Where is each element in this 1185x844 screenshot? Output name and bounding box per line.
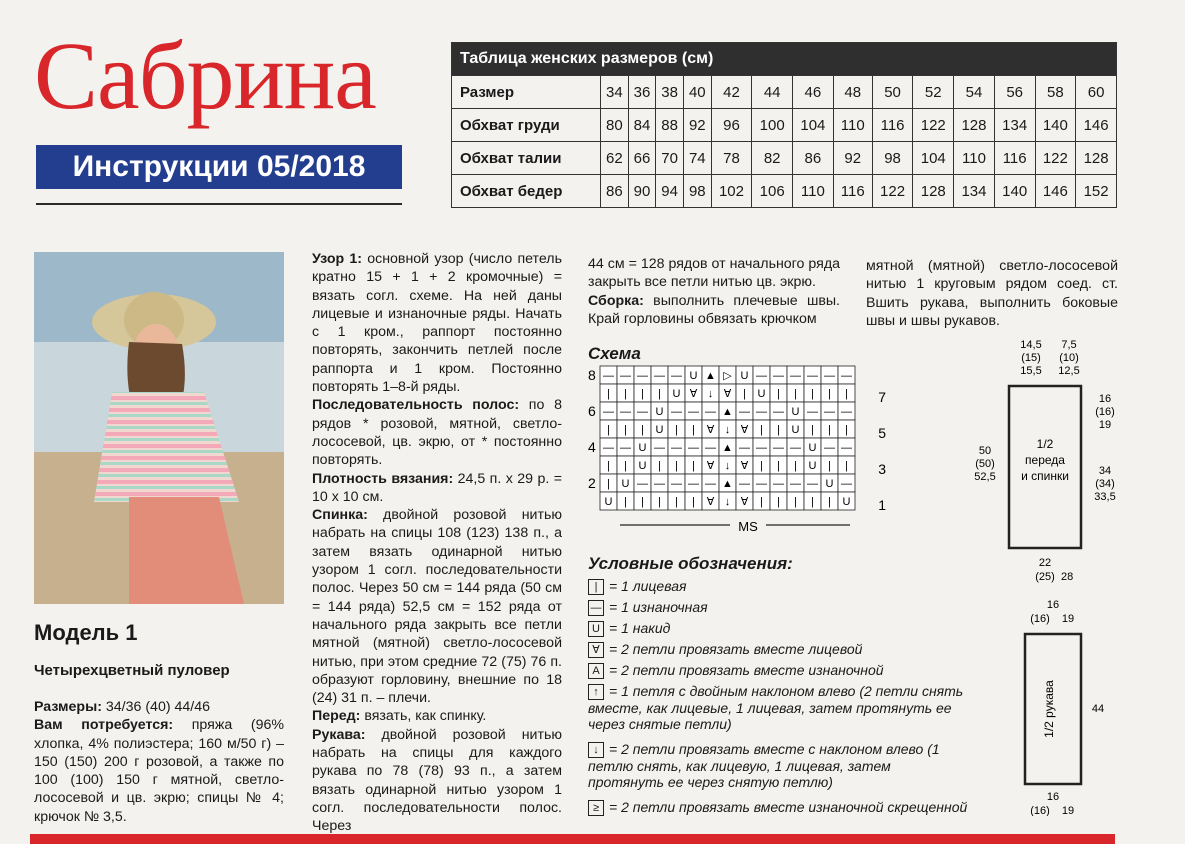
size-table-cell: 110 <box>833 109 872 142</box>
chart-symbol: — <box>620 442 631 454</box>
size-table-cell: 46 <box>793 76 834 109</box>
body-top-a2: (15) <box>1021 352 1041 364</box>
legend-symbol: ↓ <box>588 742 604 758</box>
front-text: вязать, как спинку. <box>360 708 487 725</box>
chart-row-8: 8 <box>588 367 596 383</box>
sleeves-cont-text: 44 см = 128 рядов от начального ряда закрыть все петли нитью цв. экрю. <box>588 256 840 291</box>
chart-symbol: ∀ <box>706 496 715 508</box>
size-table-cell: 78 <box>711 142 752 175</box>
brand-logo: Сабрина <box>34 22 376 129</box>
chart-symbol: | <box>607 388 610 400</box>
legend-symbol: ∀ <box>588 642 604 658</box>
legend-item <box>588 662 968 679</box>
size-table-cell: 86 <box>601 175 629 208</box>
chart-symbol: — <box>756 406 767 418</box>
legend-symbol: ↑ <box>588 684 604 700</box>
body-schematic <box>965 336 1125 586</box>
body-bottom-a: 22 <box>1038 557 1052 569</box>
size-table-row-label: Обхват груди <box>452 109 601 142</box>
body-bottom-a3: 28 <box>1061 571 1074 583</box>
chart-symbol: | <box>675 496 678 508</box>
size-table-cell: 116 <box>872 109 913 142</box>
chart-symbol: | <box>777 424 780 436</box>
chart-symbol: | <box>811 388 814 400</box>
chart-symbol: — <box>671 406 682 418</box>
sleeves-text: двойной розовой нитью набрать на спицы для каждого рукава по 78 (78) 93 п., а затем вязать одинарной нитью узором 1 согл. последовательности полос. Через <box>312 726 562 835</box>
chart-symbol: | <box>624 388 627 400</box>
chart-symbol: | <box>811 496 814 508</box>
model-title: Модель 1 <box>34 620 138 645</box>
pattern-label: Узор 1: <box>312 251 362 267</box>
size-table-cell: 110 <box>793 175 834 208</box>
chart-symbol: ↓ <box>724 496 731 508</box>
chart-symbol: | <box>760 424 763 436</box>
chart-symbol: ∀ <box>706 460 715 472</box>
chart-symbol: | <box>641 424 644 436</box>
chart-symbol: — <box>637 478 648 490</box>
chart-row-2: 2 <box>588 475 596 491</box>
size-table-cell: 128 <box>1076 142 1117 175</box>
chart-symbol: | <box>607 424 610 436</box>
size-table-cell: 62 <box>601 142 629 175</box>
size-table-cell: 152 <box>1076 175 1117 208</box>
chart-symbol: U <box>689 370 698 382</box>
chart-symbol: | <box>794 460 797 472</box>
legend-item <box>588 620 968 637</box>
size-table-cell: 90 <box>628 175 656 208</box>
chart-symbol: — <box>773 370 784 382</box>
chart-row-4: 4 <box>588 439 596 455</box>
chart-symbol: | <box>828 388 831 400</box>
chart-symbol: — <box>756 478 767 490</box>
chart-symbol: — <box>841 442 852 454</box>
chart-symbol: | <box>811 424 814 436</box>
size-table-row <box>452 142 1117 175</box>
size-table-cell: 50 <box>872 76 913 109</box>
chart-symbol: ▷ <box>723 370 732 382</box>
chart-symbol: | <box>624 460 627 472</box>
chart-symbol: | <box>624 496 627 508</box>
chart-symbol: | <box>692 460 695 472</box>
chart-symbol: — <box>841 478 852 490</box>
legend-item <box>588 599 968 616</box>
size-table-cell: 34 <box>601 76 629 109</box>
chart-symbol: | <box>692 424 695 436</box>
chart-symbol: ↓ <box>724 424 731 436</box>
chart-symbol: U <box>825 478 834 490</box>
sizes-label: Размеры: <box>34 699 102 715</box>
legend-text: = 1 петля с двойным наклоном влево (2 петли снять вместе, как лицевые, 1 лицевая, затем протянуть ее через снятые петли) <box>588 683 964 733</box>
size-table-cell: 134 <box>954 175 995 208</box>
column-1 <box>34 698 284 826</box>
chart-symbol: — <box>705 442 716 454</box>
assembly-cont-text: мятной (мятной) светло-лососевой нитью 1 круговым рядом соед. ст. Вшить рукава, выполнить боковые швы и швы рукавов. <box>866 258 1118 329</box>
chart-symbol: | <box>828 496 831 508</box>
chart-symbol: — <box>790 442 801 454</box>
chart-symbol: | <box>641 388 644 400</box>
size-table-row <box>452 175 1117 208</box>
chart-symbol: — <box>705 478 716 490</box>
chart-symbol: U <box>808 442 817 454</box>
assembly-text: выполнить плечевые швы. Край горловины обвязать крючком <box>588 292 840 327</box>
chart-ms-label: MS <box>738 519 758 534</box>
gauge-label: Плотность вязания: <box>312 470 454 487</box>
size-table-cell: 56 <box>994 76 1035 109</box>
size-table-cell: 82 <box>752 142 793 175</box>
body-right-b3: 33,5 <box>1094 491 1116 503</box>
size-table <box>451 42 1117 208</box>
chart-symbol: — <box>841 406 852 418</box>
sleeve-top3: 19 <box>1061 613 1075 625</box>
size-table-cell: 134 <box>994 109 1035 142</box>
legend-title: Условные обозначения: <box>588 554 793 573</box>
chart-symbol: — <box>620 370 631 382</box>
size-table-cell: 140 <box>994 175 1035 208</box>
needs-text: пряжа (96% хлопка, 4% полиэстера; 160 м/50 г) – 150 (150) 200 г розовой, а также по 100 (100) 150 г мятной, светло-лососевой и цв. экрю; спицы № 4; крючок № 3,5. <box>34 717 284 825</box>
chart-symbol: — <box>773 406 784 418</box>
size-table-cell: 36 <box>628 76 656 109</box>
size-table-cell: 86 <box>793 142 834 175</box>
legend-text: = 1 изнаночная <box>609 599 708 615</box>
chart-symbol: — <box>739 478 750 490</box>
size-table-cell: 88 <box>656 109 684 142</box>
chart-symbol: U <box>842 496 851 508</box>
chart-symbol: — <box>790 478 801 490</box>
chart-symbol: ∀ <box>689 388 698 400</box>
size-table-cell: 96 <box>711 109 752 142</box>
size-table-cell: 106 <box>752 175 793 208</box>
sleeve-top2: (16) <box>1030 613 1050 625</box>
chart-symbol: | <box>641 496 644 508</box>
chart-symbol: — <box>739 442 750 454</box>
legend-item <box>588 578 968 595</box>
chart-symbol: | <box>777 388 780 400</box>
column-4 <box>866 257 1118 330</box>
sleeve-bottom: 16 <box>1046 791 1060 803</box>
chart-symbol: | <box>607 460 610 472</box>
size-table-cell: 128 <box>913 175 954 208</box>
size-table-row <box>452 76 1117 109</box>
chart-symbol: — <box>688 442 699 454</box>
chart-symbol: — <box>705 406 716 418</box>
chart-symbol: | <box>624 424 627 436</box>
chart-symbol: U <box>808 460 817 472</box>
chart-symbol: ▲ <box>722 478 733 490</box>
chart-symbol: — <box>807 370 818 382</box>
legend-symbol: — <box>588 600 604 616</box>
size-table-cell: 38 <box>656 76 684 109</box>
chart-symbol: ▲ <box>722 442 733 454</box>
chart-symbol: — <box>671 478 682 490</box>
chart-symbol: | <box>692 496 695 508</box>
legend-symbol: | <box>588 579 604 595</box>
size-table-cell: 92 <box>683 109 711 142</box>
chart-symbol: — <box>671 370 682 382</box>
size-table-row-label: Размер <box>452 76 601 109</box>
chart-symbol: — <box>603 406 614 418</box>
legend-item <box>588 741 968 790</box>
chart-symbol: | <box>828 424 831 436</box>
chart-row-6: 6 <box>588 403 596 419</box>
chart-symbol: U <box>604 496 613 508</box>
chart-symbol: U <box>757 388 766 400</box>
chart-row-3: 3 <box>878 461 886 477</box>
body-top-a3: 15,5 <box>1020 365 1042 377</box>
chart-row-1: 1 <box>878 497 886 513</box>
size-table-cell: 116 <box>994 142 1035 175</box>
size-table-cell: 94 <box>656 175 684 208</box>
legend-item <box>588 683 968 732</box>
size-table-cell: 104 <box>913 142 954 175</box>
chart-symbol: — <box>790 370 801 382</box>
chart-symbol: | <box>777 460 780 472</box>
chart-symbol: ∀ <box>740 496 749 508</box>
body-top-b3: 12,5 <box>1058 365 1080 377</box>
chart-symbol: ∀ <box>740 460 749 472</box>
chart-symbol: | <box>658 388 661 400</box>
chart-symbol: — <box>824 406 835 418</box>
chart-symbol: — <box>824 442 835 454</box>
size-table-cell: 74 <box>683 142 711 175</box>
chart-symbol: | <box>760 460 763 472</box>
body-right-a: 16 <box>1098 393 1112 405</box>
column-3 <box>588 255 840 328</box>
body-right-b: 34 <box>1098 465 1112 477</box>
chart-symbol: — <box>603 370 614 382</box>
size-table-cell: 42 <box>711 76 752 109</box>
size-table-cell: 122 <box>1035 142 1076 175</box>
back-text: двойной розовой нитью набрать на спицы 108 (123) 138 п., а затем вязать одинарной нитью узором 1 согл. последовательности полос. Через 50 см = 144 ряда (50 см = 144 ряда) 52,5 см = 152 ряда от начального ряда закрыть все петли мятной (мятной) светло-лососевой нитью, при этом средние 72 (75) 76 п. образуют горловину, внешние по 18 (24) 31 п. – плечи. <box>312 507 562 707</box>
size-table-cell: 58 <box>1035 76 1076 109</box>
chart-symbol: — <box>654 370 665 382</box>
chart-symbol: | <box>658 496 661 508</box>
sleeves-label: Рукава: <box>312 726 366 743</box>
sizes-text: 34/36 (40) 44/46 <box>101 699 210 715</box>
body-top-b2: (10) <box>1059 352 1079 364</box>
legend-symbol: U <box>588 621 604 637</box>
chart-symbol: — <box>773 478 784 490</box>
body-right-b2: (34) <box>1095 478 1115 490</box>
column-2 <box>312 250 562 836</box>
size-table-cell: 84 <box>628 109 656 142</box>
chart-symbol: | <box>828 460 831 472</box>
chart-row-7: 7 <box>878 389 886 405</box>
back-label: Спинка: <box>312 507 368 524</box>
size-table-cell: 52 <box>913 76 954 109</box>
chart-symbol: — <box>824 370 835 382</box>
size-table-cell: 116 <box>833 175 872 208</box>
size-table-row-label: Обхват бедер <box>452 175 601 208</box>
stitch-chart <box>580 362 890 542</box>
body-right-a3: 19 <box>1098 419 1112 431</box>
model-photo <box>34 252 284 604</box>
body-left-a2: (50) <box>975 458 995 470</box>
chart-symbol: U <box>791 424 800 436</box>
size-table-cell: 110 <box>954 142 995 175</box>
body-top-b: 7,5 <box>1061 339 1077 351</box>
stripes-text: по 8 рядов * розовой, мятной, светло-лососевой, цв. экрю, от * постоянно повторять. <box>312 397 562 469</box>
chart-symbol: — <box>637 406 648 418</box>
chart-symbol: — <box>807 406 818 418</box>
chart-symbol: ↓ <box>724 460 731 472</box>
chart-symbol: | <box>760 496 763 508</box>
model-subtitle: Четырехцветный пуловер <box>34 662 230 679</box>
chart-symbol: — <box>841 370 852 382</box>
size-table-cell: 80 <box>601 109 629 142</box>
chart-symbol: U <box>621 478 630 490</box>
chart-symbol: | <box>845 460 848 472</box>
sleeve-right: 44 <box>1091 703 1105 715</box>
chart-symbol: — <box>671 442 682 454</box>
chart-symbol: — <box>620 406 631 418</box>
chart-symbol: — <box>603 442 614 454</box>
chart-symbol: U <box>655 424 664 436</box>
body-bottom-a2: (25) <box>1035 571 1055 583</box>
chart-symbol: | <box>658 460 661 472</box>
size-table-row <box>452 109 1117 142</box>
issue-banner: Инструкции 05/2018 <box>36 145 402 189</box>
chart-symbol: — <box>654 442 665 454</box>
sleeve-schematic <box>1000 596 1120 816</box>
size-table-cell: 48 <box>833 76 872 109</box>
chart-symbol: ↓ <box>707 388 714 400</box>
chart-symbol: U <box>672 388 681 400</box>
size-table-title: Таблица женских размеров (см) <box>452 43 1117 76</box>
legend-text: = 1 накид <box>609 620 671 636</box>
chart-symbol: — <box>773 442 784 454</box>
size-table-cell: 104 <box>793 109 834 142</box>
size-table-cell: 102 <box>711 175 752 208</box>
size-table-cell: 122 <box>913 109 954 142</box>
legend-text: = 2 петли провязать вместе изнаночной <box>609 662 884 678</box>
chart-symbol: | <box>794 388 797 400</box>
footer-bar <box>30 834 1115 844</box>
size-table-cell: 66 <box>628 142 656 175</box>
needs-label: Вам потребуется: <box>34 717 174 734</box>
size-table-cell: 146 <box>1076 109 1117 142</box>
stripes-label: Последовательность полос: <box>312 397 520 414</box>
size-table-cell: 146 <box>1035 175 1076 208</box>
size-table-cell: 100 <box>752 109 793 142</box>
size-table-cell: 70 <box>656 142 684 175</box>
chart-symbol: | <box>607 478 610 490</box>
body-left-a3: 52,5 <box>974 471 996 483</box>
chart-symbol: | <box>675 460 678 472</box>
chart-symbol: ∀ <box>706 424 715 436</box>
legend-text: = 2 петли провязать вместе с наклоном влево (1 петлю снять, как лицевую, 1 лицевая, затем протянуть ее через снятую петлю) <box>588 741 940 791</box>
legend-symbol: ≥ <box>588 800 604 816</box>
sleeve-bottom3: 19 <box>1061 805 1075 816</box>
sleeve-piece-label: 1/2 рукава <box>1042 680 1056 738</box>
chart-symbol: — <box>654 478 665 490</box>
size-table-cell: 44 <box>752 76 793 109</box>
gauge-text: 24,5 п. х 29 р. = 10 х 10 см. <box>312 470 562 505</box>
chart-title: Схема <box>588 344 641 363</box>
size-table-cell: 98 <box>872 142 913 175</box>
chart-symbol: ▲ <box>722 406 733 418</box>
chart-symbol: U <box>655 406 664 418</box>
chart-symbol: | <box>777 496 780 508</box>
legend-text: = 1 лицевая <box>609 578 687 594</box>
legend-symbol: A <box>588 663 604 679</box>
chart-symbol: — <box>756 442 767 454</box>
chart-symbol: U <box>638 460 647 472</box>
legend-text: = 2 петли провязать вместе лицевой <box>609 641 863 657</box>
chart-symbol: ∀ <box>740 424 749 436</box>
chart-symbol: ∀ <box>723 388 732 400</box>
size-table-cell: 92 <box>833 142 872 175</box>
sleeve-bottom2: (16) <box>1030 805 1050 816</box>
legend-item <box>588 799 968 816</box>
chart-symbol: — <box>739 406 750 418</box>
size-table-cell: 60 <box>1076 76 1117 109</box>
size-table-cell: 98 <box>683 175 711 208</box>
chart-symbol: | <box>675 424 678 436</box>
body-left-a: 50 <box>978 445 992 457</box>
chart-symbol: U <box>791 406 800 418</box>
chart-symbol: — <box>688 406 699 418</box>
chart-symbol: U <box>740 370 749 382</box>
front-label: Перед: <box>312 708 361 725</box>
size-table-cell: 140 <box>1035 109 1076 142</box>
body-piece-label: 1/2 переда и спинки <box>1021 437 1069 483</box>
size-table-cell: 40 <box>683 76 711 109</box>
size-table-cell: 122 <box>872 175 913 208</box>
divider <box>36 203 402 205</box>
chart-symbol: | <box>845 388 848 400</box>
size-table-cell: 128 <box>954 109 995 142</box>
chart-row-5: 5 <box>878 425 886 441</box>
chart-symbol: — <box>807 478 818 490</box>
size-table-cell: 54 <box>954 76 995 109</box>
chart-symbol: | <box>743 388 746 400</box>
chart-symbol: — <box>637 370 648 382</box>
assembly-label: Сборка: <box>588 292 644 309</box>
legend-text: = 2 петли провязать вместе изнаночной скрещенной <box>609 799 968 815</box>
chart-symbol: U <box>638 442 647 454</box>
chart-symbol: | <box>845 424 848 436</box>
body-right-a2: (16) <box>1095 406 1115 418</box>
size-table-row-label: Обхват талии <box>452 142 601 175</box>
pattern-text: основной узор (число петель кратно 15 + 1 + 2 кромочные) = вязать согл. схеме. На ней даны лицевые и изнаночные ряды. Начать с 1 кром., раппорт постоянно повторять, закончить петлей после раппорта и 1 кром. Постоянно повторять 1–8-й ряды. <box>312 251 562 396</box>
chart-symbol: | <box>794 496 797 508</box>
chart-symbol: — <box>688 478 699 490</box>
chart-symbol: — <box>756 370 767 382</box>
sleeve-top: 16 <box>1046 599 1060 611</box>
legend-item <box>588 641 968 658</box>
body-top-a: 14,5 <box>1020 339 1042 351</box>
chart-symbol: ▲ <box>705 370 716 382</box>
